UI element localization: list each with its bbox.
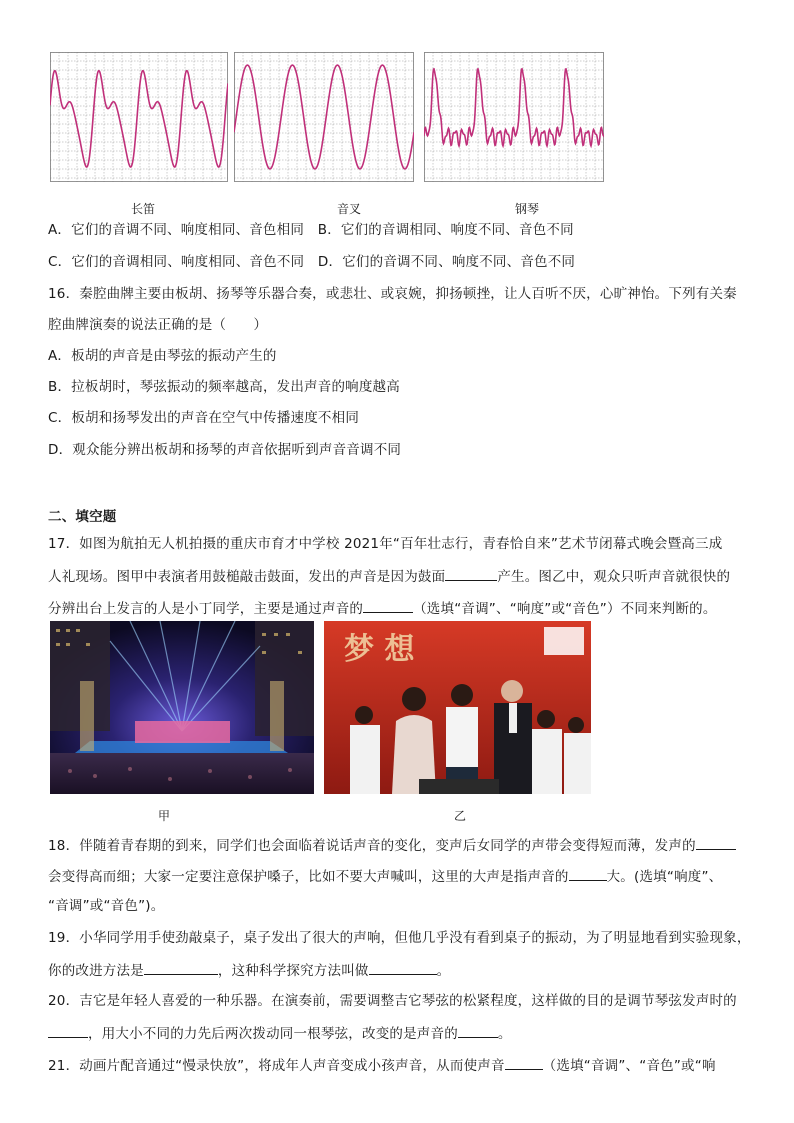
q20-blank-1[interactable]: [48, 1023, 88, 1038]
q20-line2-text-a: ，用大小不同的力先后两次拨动同一根琴弦，改变的是声音的: [88, 1026, 458, 1042]
waveform-label-flute: 长笛: [130, 202, 155, 216]
q19-line2-text-c: 。: [436, 963, 451, 979]
tuning-fork-wave-curve: [234, 65, 414, 169]
q20-line2-text-b: 。: [497, 1026, 512, 1042]
q19-blank-2[interactable]: [369, 960, 437, 975]
q19-line2-text-b: ，这种科学探究方法叫做: [217, 963, 369, 979]
q16-stem-line1: 16．秦腔曲牌主要由板胡、扬琴等乐器合奏，或悲壮、或哀婉，抑扬顿挫，让人百听不厌，心旷神怡。下列有关秦: [48, 286, 737, 302]
q15-options-line1: A．它们的音调不同、响度相同、音色相同 B．它们的音调相同、响度不同、音色不同: [48, 222, 574, 238]
waveform-label-tuning-fork: 音叉: [336, 202, 361, 216]
q17-blank-2[interactable]: [363, 598, 413, 613]
q19-line1: 19．小华同学用手使劲敲桌子，桌子发出了很大的声响，但他几乎没有看到桌子的振动，为了明显地看到实验现象，: [48, 930, 751, 946]
q17-line2-text-a: 人礼现场。图甲中表演者用鼓槌敲击鼓面，发出的声音是因为鼓面: [48, 569, 446, 585]
panel-border: [51, 53, 228, 182]
photo-concert-stage: [50, 621, 314, 794]
q16-option-c: C．板胡和扬琴发出的声音在空气中传播速度不相同: [48, 410, 360, 426]
q16-option-d: D．观众能分辨出板胡和扬琴的声音依据听到声音音调不同: [48, 442, 402, 458]
waveform-flute: [50, 52, 228, 182]
q20-line2: [48, 1023, 512, 1043]
section-title-fill-in: 二、填空题: [48, 509, 117, 525]
q17-line2-text-b: 产生。图乙中，观众只听声音就很快的: [497, 569, 731, 585]
q18-line2-text-a: 会变得高而细；大家一定要注意保护嗓子，比如不要大声喊叫，这里的大声是指声音的: [48, 869, 569, 885]
q18-line1: [48, 835, 736, 855]
q18-line1-text: 18．伴随着青春期的到来，同学们也会面临着说话声音的变化，变声后女同学的声带会变得短而薄，发声的: [48, 838, 696, 854]
photo-label-yi: 乙: [453, 809, 466, 823]
q17-blank-1[interactable]: [445, 566, 497, 581]
flute-wave-curve: [50, 71, 228, 167]
q21-blank-1[interactable]: [505, 1055, 543, 1070]
q20-blank-2[interactable]: [458, 1023, 498, 1038]
q21-line1: [48, 1055, 716, 1075]
q17-line1: 17．如图为航拍无人机拍摄的重庆市育才中学校 2021年“百年壮志行，青春恰自来”艺术节闭幕式晚会暨高三成: [48, 536, 723, 552]
q16-option-b: B．拉板胡时，琴弦振动的频率越高，发出声音的响度越高: [48, 379, 400, 395]
panel-border: [425, 53, 604, 182]
q15-options-line2: C．它们的音调相同、响度相同、音色不同 D．它们的音调不同、响度不同、音色不同: [48, 254, 576, 270]
waveform-piano: [424, 52, 604, 182]
q17-line3: [48, 598, 717, 618]
q18-line2-text-b: 大。(选填“响度”、: [606, 869, 723, 885]
waveform-tuning-fork: [234, 52, 414, 182]
q21-line1-text-a: 21．动画片配音通过“慢录快放”，将成年人声音变成小孩声音，从而使声音: [48, 1058, 505, 1074]
q16-option-a: A．板胡的声音是由琴弦的振动产生的: [48, 348, 277, 364]
q16-stem-line2: 腔曲牌演奏的说法正确的是（ ）: [48, 317, 268, 333]
q17-line3-text-b: （选填“音调”、“响度”或“音色”）不同来判断的。: [413, 601, 717, 617]
q19-line2-text-a: 你的改进方法是: [48, 963, 144, 979]
q19-line2: [48, 960, 450, 980]
q17-line2: [48, 566, 730, 586]
photo-speech-ceremony: [324, 621, 591, 794]
waveform-label-piano: 钢琴: [514, 202, 539, 216]
q17-line3-text-a: 分辨出台上发言的人是小丁同学，主要是通过声音的: [48, 601, 364, 617]
q20-line1: 20．吉它是年轻人喜爱的一种乐器。在演奏前，需要调整吉它琴弦的松紧程度，这样做的目的是调节琴弦发声时的: [48, 993, 737, 1009]
q18-blank-2[interactable]: [569, 866, 607, 881]
photo-label-jia: 甲: [157, 809, 170, 823]
q18-line3: “音调”或“音色”)。: [48, 898, 165, 914]
photo-banner-text: 梦 想: [344, 632, 415, 667]
q18-blank-1[interactable]: [696, 835, 736, 850]
q19-blank-1[interactable]: [144, 960, 218, 975]
q21-line1-text-b: （选填“音调”、“音色”或“响: [542, 1058, 716, 1074]
q18-line2: [48, 866, 722, 886]
